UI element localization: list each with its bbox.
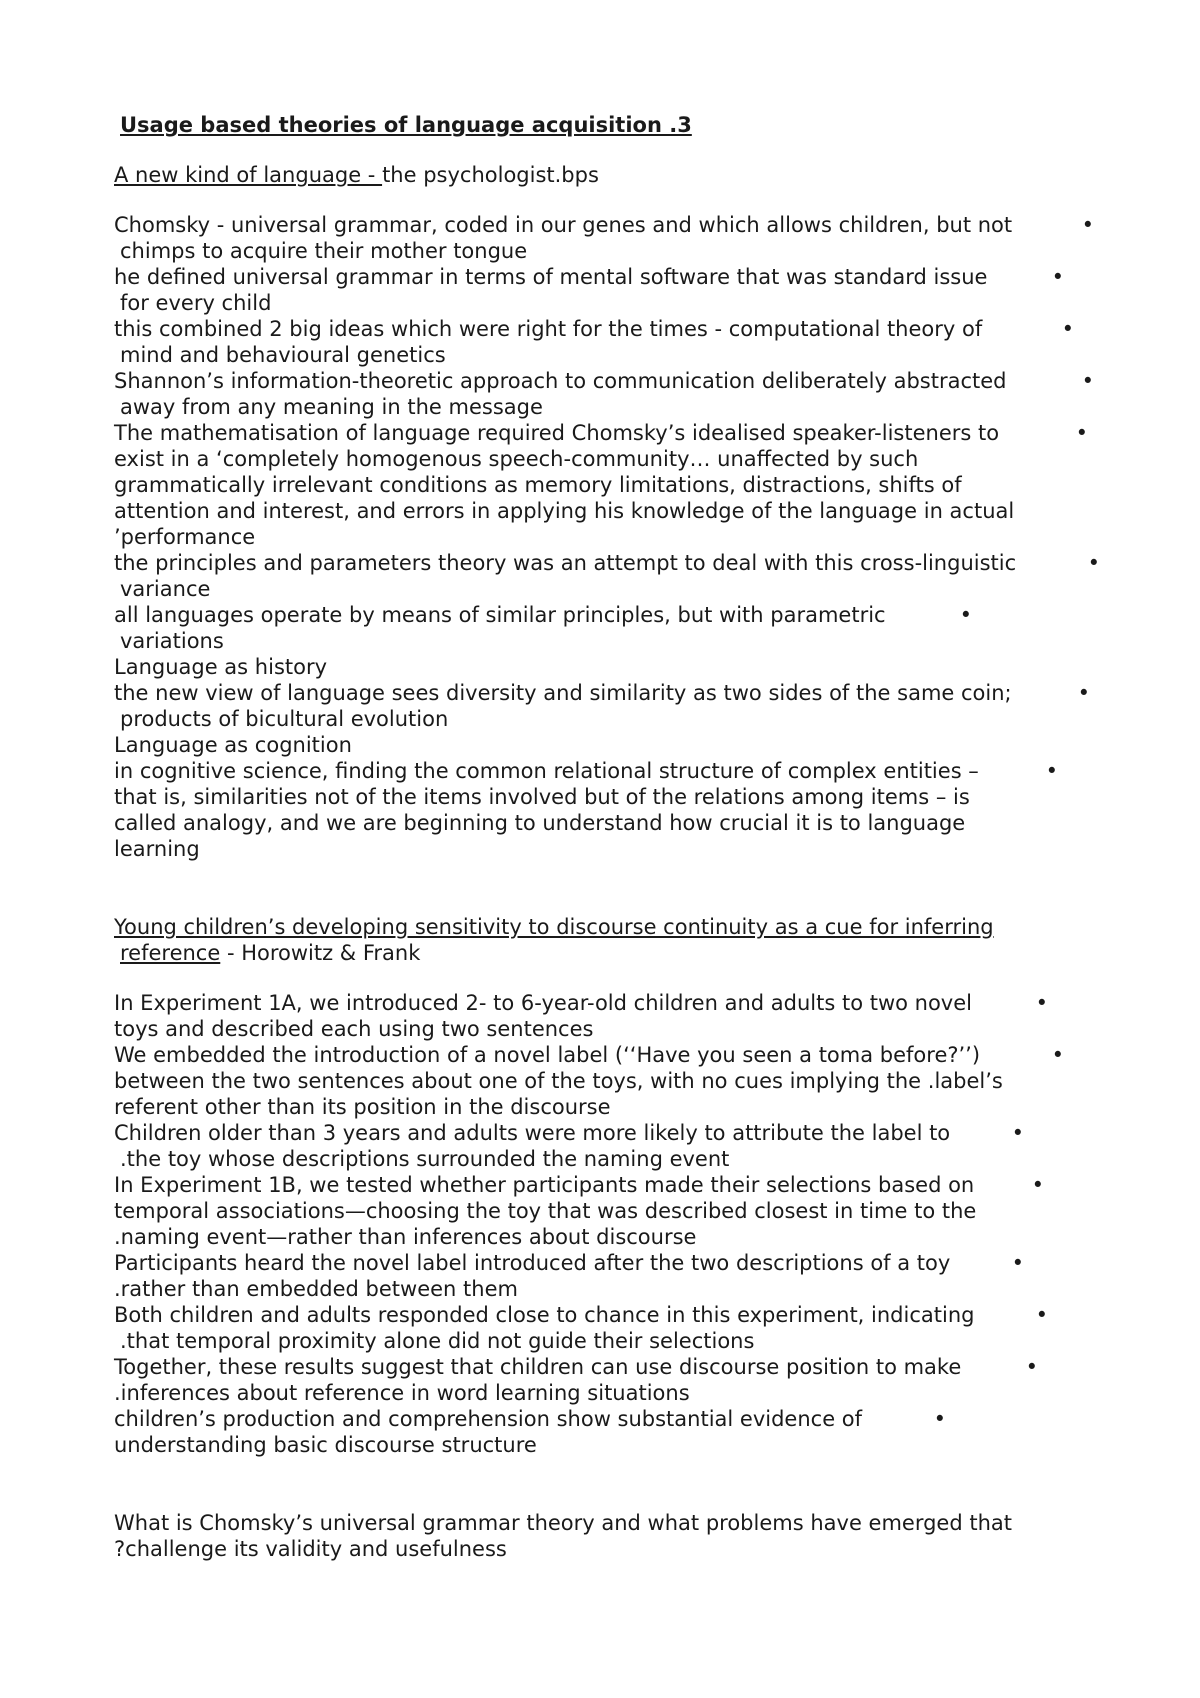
- bullet-icon: •: [1081, 213, 1094, 237]
- question-line-1: What is Chomsky’s universal grammar theory and what problems have emerged that: [114, 1511, 1012, 1535]
- bullet-text-cont: variance: [120, 577, 211, 601]
- bullet-text: all languages operate by means of similar principles, but with parametric: [114, 603, 886, 627]
- list-item: [114, 602, 1104, 654]
- document-body: [114, 112, 1104, 1562]
- bullet-text: In Experiment 1B, we tested whether participants made their selections based on: [114, 1173, 975, 1197]
- list-item: [114, 1406, 1104, 1458]
- bullet-icon: •: [1087, 551, 1100, 575]
- bullet-text-cont: .inferences about reference in word learning situations: [114, 1381, 690, 1405]
- bullet-icon: •: [1045, 759, 1058, 783]
- article-authors-2: - Horowitz & Frank: [220, 941, 421, 965]
- bullet-text: Together, these results suggest that children can use discourse position to make: [114, 1355, 962, 1379]
- bullet-text-cont: mind and behavioural genetics: [120, 343, 446, 367]
- list-item: [114, 316, 1104, 368]
- document-title: Usage based theories of language acquisition .3: [120, 113, 692, 137]
- bullet-text-cont: for every child: [120, 291, 272, 315]
- bullet-text: In Experiment 1A, we introduced 2- to 6-year-old children and adults to two novel: [114, 991, 972, 1015]
- bullet-icon: •: [1081, 369, 1094, 393]
- bullet-icon: •: [1035, 991, 1048, 1015]
- history-bullet-list: [114, 680, 1104, 732]
- bullet-icon: •: [1035, 1303, 1048, 1327]
- bullet-icon: •: [1077, 681, 1090, 705]
- bullet-text-cont: exist in a ‘completely homogenous speech-community… unaffected by such grammatically irrelevant conditions as memory limitations, distractions, shifts of attention and interest, and errors in applying his knowledge of the language in actual ’performance: [114, 447, 1015, 549]
- list-item: [114, 550, 1104, 602]
- article-title-1: A new kind of language -: [114, 163, 383, 187]
- bullet-text: children’s production and comprehension show substantial evidence of: [114, 1407, 863, 1431]
- bullet-icon: •: [1011, 1121, 1024, 1145]
- bullet-text-cont: products of bicultural evolution: [120, 707, 449, 731]
- list-item: [114, 264, 1104, 316]
- bullet-icon: •: [1025, 1355, 1038, 1379]
- bullet-text: in cognitive science, finding the common relational structure of complex entities –: [114, 759, 979, 783]
- bullet-text-cont: understanding basic discourse structure: [114, 1433, 537, 1457]
- bullet-text: The mathematisation of language required Chomsky’s idealised speaker-listeners to: [114, 421, 1000, 445]
- subheading-history: Language as history: [114, 655, 328, 679]
- bullet-text: Participants heard the novel label introduced after the two descriptions of a toy: [114, 1251, 951, 1275]
- bullet-text-cont: .the toy whose descriptions surrounded the naming event: [120, 1147, 730, 1171]
- list-item: [114, 680, 1104, 732]
- article-heading-2: [114, 914, 1104, 966]
- bullet-text: Chomsky - universal grammar, coded in our genes and which allows children, but not: [114, 213, 1013, 237]
- list-item: [114, 1302, 1104, 1354]
- list-item: [114, 1172, 1104, 1250]
- bullet-icon: •: [1011, 1251, 1024, 1275]
- bullet-text-cont: temporal associations—choosing the toy that was described closest in time to the .naming event—rather than inferences about discourse: [114, 1199, 977, 1249]
- article-title-2: Young children’s developing sensitivity to discourse continuity as a cue for inferring: [114, 915, 994, 939]
- article-source-1: the psychologist.bps: [382, 163, 599, 187]
- bullet-icon: •: [1061, 317, 1074, 341]
- cognition-bullet-list: [114, 758, 1104, 862]
- bullet-icon: •: [959, 603, 972, 627]
- bullet-icon: •: [1051, 265, 1064, 289]
- bullet-text-cont: .that temporal proximity alone did not guide their selections: [120, 1329, 755, 1353]
- list-item: [114, 368, 1104, 420]
- bullet-text: this combined 2 big ideas which were right for the times - computational theory of: [114, 317, 983, 341]
- bullet-text-cont: chimps to acquire their mother tongue: [120, 239, 528, 263]
- bullet-icon: •: [1051, 1043, 1064, 1067]
- list-item: [114, 212, 1104, 264]
- list-item: [114, 758, 1104, 862]
- bullet-text: the new view of language sees diversity and similarity as two sides of the same coin;: [114, 681, 1012, 705]
- bullet-icon: •: [1031, 1173, 1044, 1197]
- subheading-cognition: Language as cognition: [114, 733, 352, 757]
- bullet-icon: •: [1075, 421, 1088, 445]
- bullet-text-cont: that is, similarities not of the items involved but of the relations among items – is called analogy, and we are beginning to understand how crucial it is to language learning: [114, 785, 970, 861]
- bullet-text: Shannon’s information-theoretic approach to communication deliberately abstracted: [114, 369, 1007, 393]
- bullet-text: Children older than 3 years and adults were more likely to attribute the label to: [114, 1121, 951, 1145]
- list-item: [114, 1354, 1104, 1406]
- essay-question: [114, 1510, 1104, 1562]
- bullet-text-cont: variations: [120, 629, 224, 653]
- bullet-text-cont: away from any meaning in the message: [120, 395, 543, 419]
- bullet-text: We embedded the introduction of a novel label (‘‘Have you seen a toma before?’’): [114, 1043, 981, 1067]
- list-item: [114, 1042, 1104, 1120]
- list-item: [114, 1250, 1104, 1302]
- bullet-text: he defined universal grammar in terms of mental software that was standard issue: [114, 265, 988, 289]
- article-title-2-cont: reference: [120, 941, 221, 965]
- section1-bullet-list: [114, 212, 1104, 654]
- bullet-text: the principles and parameters theory was an attempt to deal with this cross-linguistic: [114, 551, 1017, 575]
- section2-bullet-list: [114, 990, 1104, 1458]
- bullet-text-cont: toys and described each using two sentences: [114, 1017, 594, 1041]
- list-item: [114, 1120, 1104, 1172]
- list-item: [114, 420, 1104, 550]
- bullet-text-cont: between the two sentences about one of the toys, with no cues implying the .label’s referent other than its position in the discourse: [114, 1069, 1003, 1119]
- bullet-text-cont: .rather than embedded between them: [114, 1277, 518, 1301]
- question-line-2: ?challenge its validity and usefulness: [114, 1537, 507, 1561]
- bullet-icon: •: [933, 1407, 946, 1431]
- bullet-text: Both children and adults responded close to chance in this experiment, indicating: [114, 1303, 975, 1327]
- list-item: [114, 990, 1104, 1042]
- article-heading-1: [114, 162, 1104, 188]
